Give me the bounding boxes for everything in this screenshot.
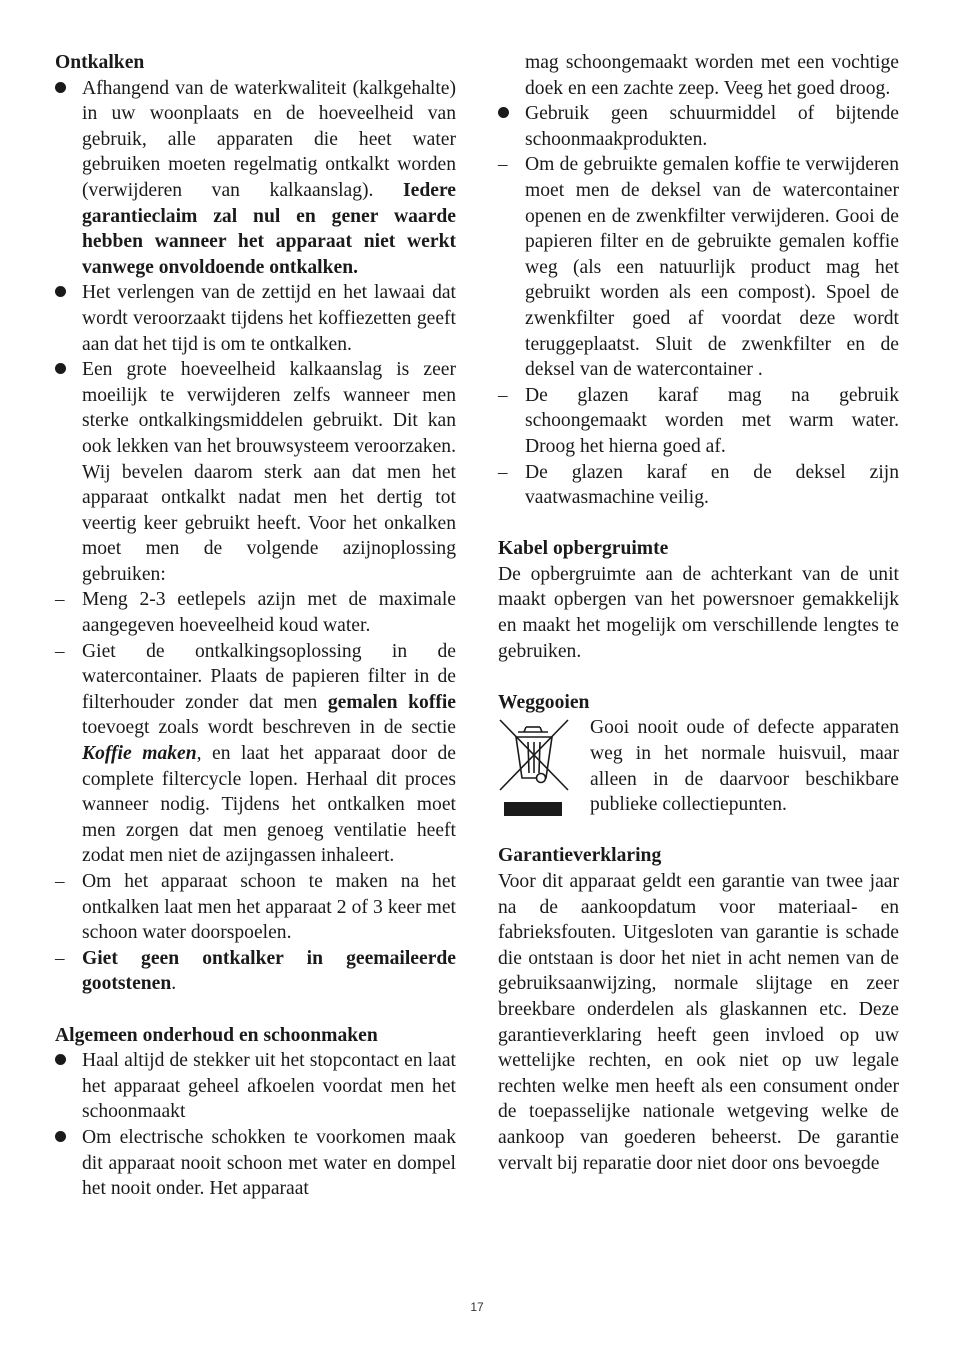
dash-text: Om het apparaat schoon te maken na het ontkalken laat men het apparaat 2 of 3 keer met schoon water doorspoelen.: [82, 871, 456, 944]
section-heading-kabel: Kabel opbergruimte: [498, 538, 669, 560]
section-reference: Koffie maken: [82, 743, 197, 765]
right-column: [498, 50, 899, 1176]
bullet-text: Afhangend van de waterkwaliteit (kalkgehalte) in uw woonplaats en de hoeveelheid van gebruik, alle apparaten die heet water gebruiken moeten regelmatig ontkalkt worden (verwijderen van kalkaanslag).: [82, 77, 456, 201]
dash-text-bold: gemalen koffie: [327, 691, 457, 713]
dash-icon: –: [55, 947, 65, 969]
section-heading-onderhoud: Algemeen onderhoud en schoonmaken: [55, 1024, 378, 1046]
disposal-text: Gooi nooit oude of defecte apparaten weg in het normale huisvuil, maar alleen in de daarvoor beschikbare publieke collectiepunten.: [590, 717, 899, 816]
dash-text: De glazen karaf mag na gebruik schoongemaakt worden met warm water. Droog het hierna goed af.: [525, 384, 899, 457]
dash-item: [55, 639, 456, 869]
bullet-text: Een grote hoeveelheid kalkaanslag is zeer moeilijk te verwijderen zelfs wanneer men sterke ontkalkingsmiddelen gebruikt. Dit kan ook lekken van het brouwsysteem veroorzaken. Wij bevelen daarom sterk aan dat men het apparaat ontkalkt nadat men het dertig tot veertig keer gebruikt heeft. Voor het onkalken moet men de volgende azijnoplossing gebruiken:: [82, 359, 456, 585]
bullet-continuation: mag schoongemaakt worden met een vochtige doek en een zachte zeep. Veeg het goed droog.: [525, 52, 899, 99]
section-heading-weggooien: Weggooien: [498, 691, 590, 713]
bullet-item: [55, 1048, 456, 1125]
bullet-icon: [55, 1125, 82, 1151]
dash-icon: –: [498, 461, 508, 483]
page-number: 17: [470, 1300, 484, 1314]
bullet-icon: [498, 101, 525, 127]
weee-crossed-bin-icon: [498, 716, 570, 821]
bullet-icon: [55, 280, 82, 306]
bullet-text-bold: Iedere garantieclaim zal nul en gener waarde hebben wanneer het apparaat niet werkt vanwege onvoldoende ontkalken.: [82, 179, 456, 278]
bullet-icon: [55, 1048, 82, 1074]
dash-text: De glazen karaf en de deksel zijn vaatwasmachine veilig.: [525, 461, 899, 509]
paragraph: Voor dit apparaat geldt een garantie van twee jaar na de aankoopdatum voor materiaal- en fabrieksfouten. Uitgesloten van garantie is schade die ontstaan is door het niet in acht nemen van de gebruiksaanwijzing, normale slijtage en zeer breekbare onderdelen als glaskannen etc. Deze garantieverklaring heeft geen invloed op uw wettelijke rechten, en ook niet op uw legale rechten welke men heeft als een consument onder de toepasselijke nationale wetgeving welke de aankoop van goederen beheerst. De garantie vervalt bij reparatie door niet door ons bevoegde: [498, 871, 899, 1174]
dash-text: Om de gebruikte gemalen koffie te verwijderen moet men de deksel van de watercontainer openen en de zwenkfilter verwijderen. Gooi de papieren filter en de gebruikte gemalen koffie weg (als een natuurlijk product mag het gebruikt worden als een compost). Spoel de zwenkfilter goed af voordat deze wordt teruggeplaatst. Sluit de zwenkfilter en de deksel van de watercontainer .: [525, 154, 899, 381]
dash-text: Meng 2-3 eetlepels azijn met de maximale aangegeven hoeveelheid koud water.: [82, 589, 456, 637]
bullet-icon: [55, 357, 82, 383]
bullet-text: Het verlengen van de zettijd en het lawaai dat wordt veroorzaakt tijdens het koffiezetten geeft aan dat het tijd is om te ontkalken.: [82, 282, 456, 355]
dash-item: [498, 383, 899, 460]
section-heading-garantie: Garantieverklaring: [498, 845, 662, 867]
dash-icon: –: [55, 640, 65, 662]
dash-text: Giet de ontkalkingsoplossing in de watercontainer. Plaats de papieren filter in de filterhouder zonder dat men: [82, 640, 456, 713]
dash-icon: –: [55, 871, 65, 892]
bullet-item: [498, 101, 899, 152]
bullet-text: Gebruik geen schuurmiddel of bijtende schoonmaakprodukten.: [525, 103, 899, 150]
dash-icon: –: [498, 384, 508, 406]
bullet-text: Om electrische schokken te voorkomen maak dit apparaat nooit schoon met water en dompel het nooit onder. Het apparaat: [82, 1126, 456, 1200]
dash-icon: –: [498, 154, 508, 176]
dash-text-bold: Giet geen ontkalker in geemaileerde gootstenen: [82, 947, 456, 995]
dash-item: [55, 587, 456, 638]
dash-item: [55, 946, 456, 997]
bullet-item: [55, 76, 456, 281]
dash-item: [55, 869, 456, 946]
bullet-icon: [55, 76, 82, 102]
bullet-text: Haal altijd de stekker uit het stopcontact en laat het apparaat geheel afkoelen voordat men het schoonmaakt: [82, 1050, 456, 1123]
dash-icon: –: [55, 589, 65, 611]
section-heading-ontkalken: Ontkalken: [55, 52, 145, 73]
dash-item: [498, 460, 899, 511]
bullet-item: [55, 357, 456, 587]
bullet-item: [55, 280, 456, 357]
dash-item: [498, 152, 899, 382]
bullet-item: [55, 1125, 456, 1202]
dash-text: , en laat het apparaat door de complete filtercycle lopen. Herhaal dit proces wanneer nodig. Tijdens het ontkalken moet men zorgen dat men genoeg ventilatie heeft zodat men niet de azijngassen inhaleert.: [82, 743, 457, 867]
left-column: [55, 50, 456, 1202]
disposal-block: [498, 715, 899, 817]
dash-text: .: [171, 973, 177, 995]
dash-text: toevoegt zoals wordt beschreven in de sectie: [82, 717, 456, 739]
paragraph: De opbergruimte aan de achterkant van de unit maakt opbergen van het powersnoer gemakkelijk en maakt het mogelijk om verschillende lengtes te gebruiken.: [498, 563, 899, 662]
